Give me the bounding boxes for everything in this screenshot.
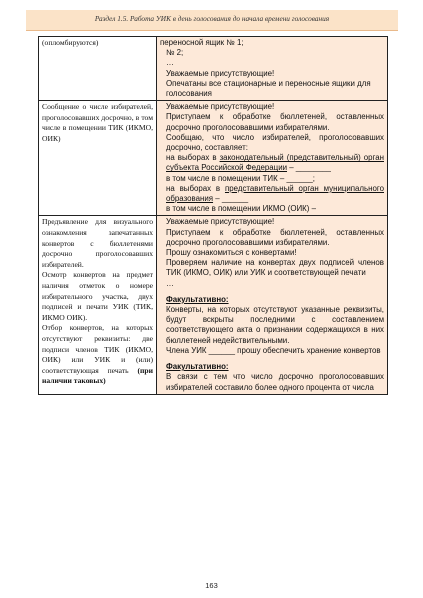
speech-line: Приступаем к обработке бюллетеней, оставленных досрочно проголосовавшими избирателями. bbox=[166, 227, 384, 247]
speech-line: Уважаемые присутствующие! bbox=[166, 217, 275, 227]
speech-line: Проверяем наличие на конвертах двух подписей членов ТИК (ИКМО, ОИК) или УИК и соответствующей печати bbox=[166, 258, 384, 278]
speech-fragment: на выборах в bbox=[166, 183, 225, 193]
speech-line: № 2; bbox=[166, 48, 184, 58]
procedure-table bbox=[38, 36, 388, 395]
speech-line: Приступаем к обработке бюллетеней, оставленных досрочно проголосовавшими избирателями. bbox=[166, 112, 384, 132]
page-number: 163 bbox=[205, 581, 218, 590]
speech-fragment: на выборах в bbox=[166, 153, 220, 163]
section-header bbox=[26, 10, 398, 31]
action-text: Сообщение о числе избирателей, проголосовавших досрочно, в том числе в помещении ТИК (ИКМО, ОИК) bbox=[42, 102, 153, 143]
speech-line bbox=[160, 153, 384, 173]
speech-line: Уважаемые присутствующие! bbox=[166, 102, 275, 112]
table-row bbox=[39, 37, 388, 101]
speech-fragment: законодательный (представительный) орган субъекта Российской Федерации bbox=[166, 153, 384, 173]
speech-cell bbox=[157, 101, 388, 216]
action-text: (опломбируются) bbox=[42, 38, 99, 47]
speech-line: Члена УИК ______ прошу обеспечить хранение конвертов bbox=[166, 345, 381, 355]
action-cell bbox=[39, 216, 157, 394]
section-title: Раздел 1.5. Работа УИК в день голосования до начала времени голосования bbox=[94, 14, 330, 23]
speech-line: Конверты, на которых отсутствуют указанные реквизиты, будут вскрыты последними с составлением соответствующего акта о признании содержащихся в них бюллетеней недействительными. bbox=[166, 305, 384, 345]
speech-line: в том числе в помещении ИКМО (ОИК) – bbox=[166, 204, 316, 214]
action-text: Предъявление для визуального ознакомления запечатанных конвертов с бюллетенями досрочно проголосовавших избирателей. bbox=[42, 217, 153, 269]
optional-heading: Факультативно: bbox=[166, 294, 229, 304]
action-cell bbox=[39, 37, 157, 101]
table-row bbox=[39, 101, 388, 216]
speech-fragment: – ______ bbox=[213, 194, 249, 204]
speech-line bbox=[160, 184, 384, 204]
speech-line: В связи с тем что число досрочно проголосовавших избирателей составило более одного процента от числа bbox=[166, 372, 384, 392]
speech-cell bbox=[157, 37, 388, 101]
action-text bbox=[42, 323, 153, 387]
speech-cell bbox=[157, 216, 388, 394]
speech-line: Уважаемые присутствующие! bbox=[166, 68, 275, 78]
speech-line: Сообщаю, что число избирателей, проголосовавших досрочно, составляет: bbox=[166, 132, 384, 153]
table-row bbox=[39, 216, 388, 394]
action-text: Осмотр конвертов на предмет наличия отметок о номере избирательного участка, двух подписей и печати УИК (ТИК, ИКМО ОИК). bbox=[42, 270, 153, 322]
speech-line: … bbox=[166, 58, 174, 68]
speech-fragment: – ________ bbox=[287, 163, 331, 173]
speech-line: в том числе в помещении ТИК – ______; bbox=[166, 173, 315, 183]
speech-line: Опечатаны все стационарные и переносные ящики для голосования bbox=[166, 78, 371, 99]
speech-line: Прошу ознакомиться с конвертами! bbox=[166, 248, 297, 258]
optional-heading: Факультативно: bbox=[166, 362, 229, 372]
action-fragment: Отбор конвертов, на которых отсутствуют реквизиты: две подписи членов ТИК (ИКМО, ОИК) или УИК и (или) соответствующая печать bbox=[42, 323, 153, 375]
speech-line: переносной ящик № 1; bbox=[160, 38, 244, 47]
action-cell bbox=[39, 101, 157, 216]
action-fragment: (при наличии таковых) bbox=[42, 365, 153, 386]
speech-fragment: представительный орган муниципального образования bbox=[166, 183, 384, 204]
speech-line: … bbox=[166, 278, 174, 288]
